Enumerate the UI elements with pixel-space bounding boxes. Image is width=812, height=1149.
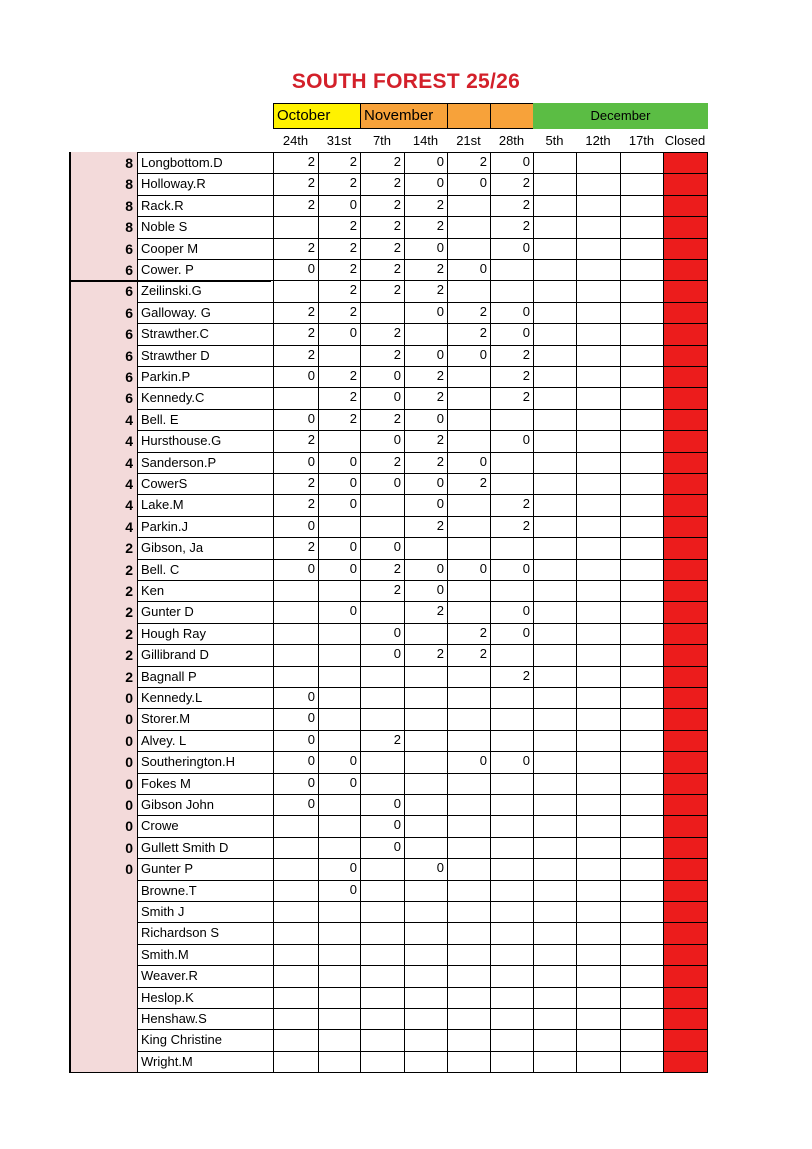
score-cell: 0 [349, 196, 357, 212]
player-name: Kennedy.L [141, 690, 203, 705]
grid-row-line [137, 922, 708, 923]
grid-row-line [137, 815, 708, 816]
score-cell: 0 [393, 539, 401, 555]
grid-col-line [533, 152, 534, 1072]
grid-row-line [137, 516, 708, 517]
points-total: 2 [125, 561, 133, 578]
score-cell: 0 [522, 303, 530, 319]
player-name: Southerington.H [141, 754, 235, 770]
player-name: Heslop.K [141, 989, 194, 1005]
grid-row-line [137, 623, 708, 624]
score-cell: 2 [349, 389, 357, 405]
points-total: 0 [125, 732, 133, 749]
grid-row-line [71, 280, 271, 282]
score-cell: 0 [307, 774, 315, 790]
grid-row-line [137, 238, 708, 239]
grid-row-line [137, 430, 708, 431]
player-name: Gullett Smith D [141, 839, 229, 855]
score-cell: 2 [522, 389, 530, 405]
grid-col-line [137, 152, 138, 1072]
month-cell: October [273, 103, 361, 129]
player-name: Hough Ray [141, 625, 207, 641]
score-cell: 2 [393, 346, 401, 362]
grid-row-line [137, 1008, 708, 1009]
points-total: 0 [125, 754, 133, 771]
date-header: 28th [498, 133, 525, 148]
score-cell: 0 [307, 453, 315, 469]
score-cell: 2 [307, 346, 315, 362]
score-cell: 2 [436, 261, 444, 276]
points-total: 6 [125, 347, 133, 364]
score-cell: 2 [479, 154, 487, 169]
player-name: Strawther D [141, 347, 210, 363]
player-name: Richardson S [141, 925, 220, 941]
date-header: Closed [664, 133, 706, 148]
player-name: Storer.M [141, 711, 191, 727]
score-cell: 2 [307, 154, 315, 169]
score-cell: 2 [479, 475, 487, 490]
score-cell: 2 [522, 517, 530, 533]
score-cell: 2 [393, 582, 401, 597]
score-cell: 2 [436, 432, 444, 448]
score-cell: 2 [307, 432, 315, 448]
points-total: 6 [125, 369, 133, 385]
grid-row-line [137, 173, 708, 174]
score-cell: 2 [307, 475, 315, 490]
score-cell: 2 [349, 175, 357, 191]
score-cell: 0 [349, 539, 357, 555]
player-name: Cower. P [141, 262, 194, 277]
score-cell: 2 [349, 282, 357, 298]
score-cell: 2 [479, 303, 487, 319]
grid-row-line [137, 473, 708, 474]
score-cell: 0 [436, 496, 444, 512]
player-name: Parkin.J [141, 518, 188, 534]
score-cell: 0 [307, 410, 315, 426]
score-cell: 0 [393, 432, 401, 448]
score-cell: 0 [479, 560, 487, 576]
player-name: King Christine [141, 1032, 222, 1048]
score-cell: 2 [436, 196, 444, 212]
score-cell: 2 [393, 731, 401, 747]
grid-col-line [69, 152, 71, 1072]
grid-row-line [137, 987, 708, 988]
score-cell: 2 [479, 325, 487, 341]
points-total: 0 [125, 818, 133, 835]
points-total: 6 [125, 283, 133, 300]
player-name: Gunter P [141, 861, 194, 877]
points-total: 4 [125, 411, 133, 428]
grid-row-line [137, 944, 708, 945]
score-cell: 0 [436, 303, 444, 319]
grid-row-line [137, 216, 708, 217]
player-name: Galloway. G [141, 304, 211, 320]
score-cell: 0 [393, 817, 401, 833]
score-cell: 2 [393, 196, 401, 212]
player-name: Bell. E [141, 411, 179, 427]
score-cell: 2 [393, 218, 401, 234]
score-cell: 0 [522, 603, 530, 619]
score-cell: 2 [349, 410, 357, 426]
points-total: 8 [125, 197, 133, 214]
score-cell: 2 [393, 325, 401, 341]
score-cell: 0 [393, 368, 401, 383]
grid-col-line [707, 152, 708, 1072]
score-cell: 0 [349, 453, 357, 469]
score-cell: 0 [307, 368, 315, 383]
points-total: 0 [125, 690, 133, 706]
player-name: Noble S [141, 219, 188, 235]
grid-col-line [360, 152, 361, 1072]
score-cell: 2 [307, 196, 315, 212]
score-cell: 2 [522, 196, 530, 212]
score-cell: 0 [393, 796, 401, 811]
score-cell: 2 [522, 346, 530, 362]
score-cell: 0 [307, 753, 315, 769]
points-total: 6 [125, 326, 133, 343]
score-cell: 0 [307, 710, 315, 726]
player-name: Kennedy.C [141, 390, 205, 406]
grid-col-line [318, 152, 319, 1072]
points-total: 8 [125, 155, 133, 171]
score-cell: 0 [307, 517, 315, 533]
score-cell: 0 [349, 560, 357, 576]
grid-row-line [137, 259, 708, 260]
score-cell: 0 [349, 603, 357, 619]
score-cell: 0 [522, 560, 530, 576]
score-cell: 0 [522, 239, 530, 255]
player-name: Bagnall P [141, 668, 197, 684]
score-cell: 2 [393, 560, 401, 576]
date-header: 21st [456, 133, 481, 148]
date-header: 31st [326, 133, 352, 148]
score-cell: 0 [349, 774, 357, 790]
score-cell: 2 [393, 239, 401, 255]
score-cell: 0 [522, 154, 530, 169]
grid-row-line [137, 494, 708, 495]
score-cell: 2 [522, 218, 530, 234]
points-total: 2 [125, 604, 133, 621]
player-name: Browne.T [141, 882, 197, 898]
score-cell: 2 [522, 368, 530, 383]
grid-col-line [663, 152, 664, 1072]
date-header: 14th [412, 133, 439, 148]
grid-row-line [137, 837, 708, 838]
grid-row-line [69, 1072, 139, 1073]
score-cell: 2 [307, 496, 315, 512]
score-cell: 2 [436, 646, 444, 662]
score-cell: 0 [307, 689, 315, 704]
points-total: 8 [125, 176, 133, 193]
grid-row-line [137, 794, 708, 795]
score-cell: 2 [479, 646, 487, 662]
score-cell: 2 [436, 282, 444, 298]
grid-col-line [404, 152, 405, 1072]
points-total: 2 [125, 625, 133, 642]
score-cell: 2 [393, 175, 401, 191]
grid-row-line [137, 1072, 708, 1073]
player-name: Henshaw.S [141, 1011, 207, 1026]
month-cell [447, 103, 491, 129]
player-name: Sanderson.P [141, 454, 217, 470]
player-name: Ken [141, 583, 165, 598]
player-name: Wright.M [141, 1053, 193, 1069]
score-cell: 0 [307, 796, 315, 811]
player-name: Holloway.R [141, 176, 206, 192]
score-cell: 2 [349, 239, 357, 255]
score-cell: 2 [436, 368, 444, 383]
grid-row-line [137, 537, 708, 538]
score-cell: 0 [349, 325, 357, 341]
points-total: 2 [125, 647, 133, 664]
score-cell: 0 [522, 753, 530, 769]
score-cell: 0 [479, 175, 487, 191]
score-cell: 2 [522, 175, 530, 191]
score-cell: 0 [307, 731, 315, 747]
player-name: Rack.R [141, 197, 184, 213]
points-total: 2 [125, 668, 133, 685]
player-name: Hursthouse.G [141, 433, 222, 449]
score-cell: 0 [436, 346, 444, 362]
points-total: 4 [125, 497, 133, 514]
points-total: 0 [125, 861, 133, 878]
player-name: Lake.M [141, 497, 184, 513]
grid-col-line [447, 152, 448, 1072]
points-total: 6 [125, 240, 133, 257]
grid-row-line [137, 1029, 708, 1030]
player-name: Parkin.P [141, 369, 191, 384]
score-cell: 2 [393, 154, 401, 169]
grid-row-line [137, 366, 708, 367]
score-cell: 0 [436, 860, 444, 876]
player-name: CowerS [141, 476, 188, 491]
points-total: 2 [125, 540, 133, 557]
sheet-title: SOUTH FOREST 25/26 [291, 70, 521, 93]
score-cell: 0 [349, 475, 357, 490]
points-total: 4 [125, 433, 133, 450]
grid-row-line [137, 708, 708, 709]
player-name: Smith.M [141, 946, 189, 962]
score-cell: 2 [436, 517, 444, 533]
points-total: 6 [125, 304, 133, 321]
date-header: 24th [282, 133, 309, 148]
score-cell: 0 [479, 453, 487, 469]
score-cell: 0 [436, 560, 444, 576]
points-total: 0 [125, 839, 133, 856]
grid-col-line [490, 152, 491, 1072]
score-cell: 0 [393, 389, 401, 405]
score-cell: 2 [307, 303, 315, 319]
date-header: 12th [585, 133, 611, 148]
score-cell: 0 [436, 582, 444, 597]
grid-row-line [137, 880, 708, 881]
player-name: Gillibrand D [141, 647, 209, 663]
player-name: Longbottom.D [141, 155, 223, 170]
score-cell: 0 [436, 154, 444, 169]
score-cell: 0 [393, 624, 401, 640]
score-cell: 0 [479, 753, 487, 769]
grid-row-line [137, 666, 708, 667]
grid-col-line [273, 152, 274, 1072]
date-header: 5th [545, 133, 564, 148]
player-name: Gunter D [141, 604, 194, 620]
score-cell: 0 [307, 560, 315, 576]
score-cell: 2 [436, 218, 444, 234]
score-cell: 0 [349, 860, 357, 876]
score-cell: 2 [349, 218, 357, 234]
score-cell: 0 [522, 432, 530, 448]
score-cell: 2 [349, 261, 357, 276]
grid-row-line [137, 751, 708, 752]
grid-row-line [137, 409, 708, 410]
player-name: Bell. C [141, 561, 180, 577]
month-cell: November [360, 103, 448, 129]
score-cell: 0 [393, 475, 401, 490]
player-name: Gibson John [141, 797, 214, 812]
grid-row-line [137, 152, 708, 153]
score-cell: 0 [393, 838, 401, 854]
points-total: 0 [125, 711, 133, 728]
score-cell: 2 [307, 175, 315, 191]
score-cell: 0 [436, 239, 444, 255]
grid-row-line [137, 387, 708, 388]
player-name: Strawther.C [141, 326, 209, 342]
score-cell: 2 [522, 667, 530, 683]
score-cell: 2 [349, 368, 357, 383]
score-cell: 0 [436, 175, 444, 191]
score-cell: 2 [436, 389, 444, 405]
score-cell: 2 [479, 624, 487, 640]
score-cell: 0 [522, 325, 530, 341]
grid-row-line [137, 559, 708, 560]
grid-row-line [137, 858, 708, 859]
score-cell: 2 [393, 410, 401, 426]
grid-row-line [137, 580, 708, 581]
score-cell: 0 [479, 261, 487, 276]
points-total: 4 [125, 476, 133, 492]
score-cell: 2 [436, 453, 444, 469]
player-name: Gibson, Ja [141, 540, 204, 556]
points-total: 4 [125, 454, 133, 471]
score-cell: 0 [307, 261, 315, 276]
score-cell: 2 [522, 496, 530, 512]
score-cell: 0 [349, 753, 357, 769]
grid-row-line [137, 601, 708, 602]
points-total: 0 [125, 775, 133, 792]
player-name: Alvey. L [141, 732, 187, 748]
player-name: Zeilinski.G [141, 283, 202, 299]
month-cell: December [533, 103, 708, 129]
score-cell: 2 [307, 539, 315, 555]
score-cell: 2 [307, 239, 315, 255]
grid-row-line [137, 687, 708, 688]
player-name: Weaver.R [141, 968, 198, 984]
points-total: 8 [125, 219, 133, 236]
score-cell: 0 [349, 496, 357, 512]
month-cell [490, 103, 534, 129]
grid-row-line [137, 773, 708, 774]
grid-col-line [576, 152, 577, 1072]
score-cell: 2 [436, 603, 444, 619]
grid-row-line [137, 323, 708, 324]
points-total: 2 [125, 583, 133, 599]
score-cell: 2 [349, 154, 357, 169]
score-cell: 0 [479, 346, 487, 362]
score-cell: 0 [522, 624, 530, 640]
score-cell: 2 [307, 325, 315, 341]
points-total: 6 [125, 390, 133, 407]
score-cell: 0 [436, 410, 444, 426]
points-total: 6 [125, 262, 133, 278]
player-name: Smith J [141, 904, 185, 919]
grid-row-line [137, 644, 708, 645]
grid-row-line [137, 302, 708, 303]
score-cell: 0 [436, 475, 444, 490]
score-cell: 2 [393, 261, 401, 276]
score-cell: 0 [393, 646, 401, 662]
grid-row-line [137, 1051, 708, 1052]
player-name: Crowe [141, 818, 179, 834]
grid-col-line [620, 152, 621, 1072]
date-header: 17th [628, 133, 655, 148]
grid-row-line [137, 195, 708, 196]
score-cell: 2 [393, 453, 401, 469]
grid-row-line [137, 452, 708, 453]
grid-row-line [137, 965, 708, 966]
grid-row-line [137, 345, 708, 346]
grid-row-line [137, 730, 708, 731]
points-total: 0 [125, 797, 133, 813]
closed-column [663, 152, 707, 1072]
player-name: Fokes M [141, 775, 191, 791]
score-cell: 2 [349, 303, 357, 319]
score-cell: 2 [393, 282, 401, 298]
score-cell: 0 [349, 881, 357, 897]
date-header: 7th [372, 133, 392, 148]
points-total: 4 [125, 518, 133, 535]
player-name: Cooper M [141, 240, 199, 256]
grid-row-line [137, 901, 708, 902]
